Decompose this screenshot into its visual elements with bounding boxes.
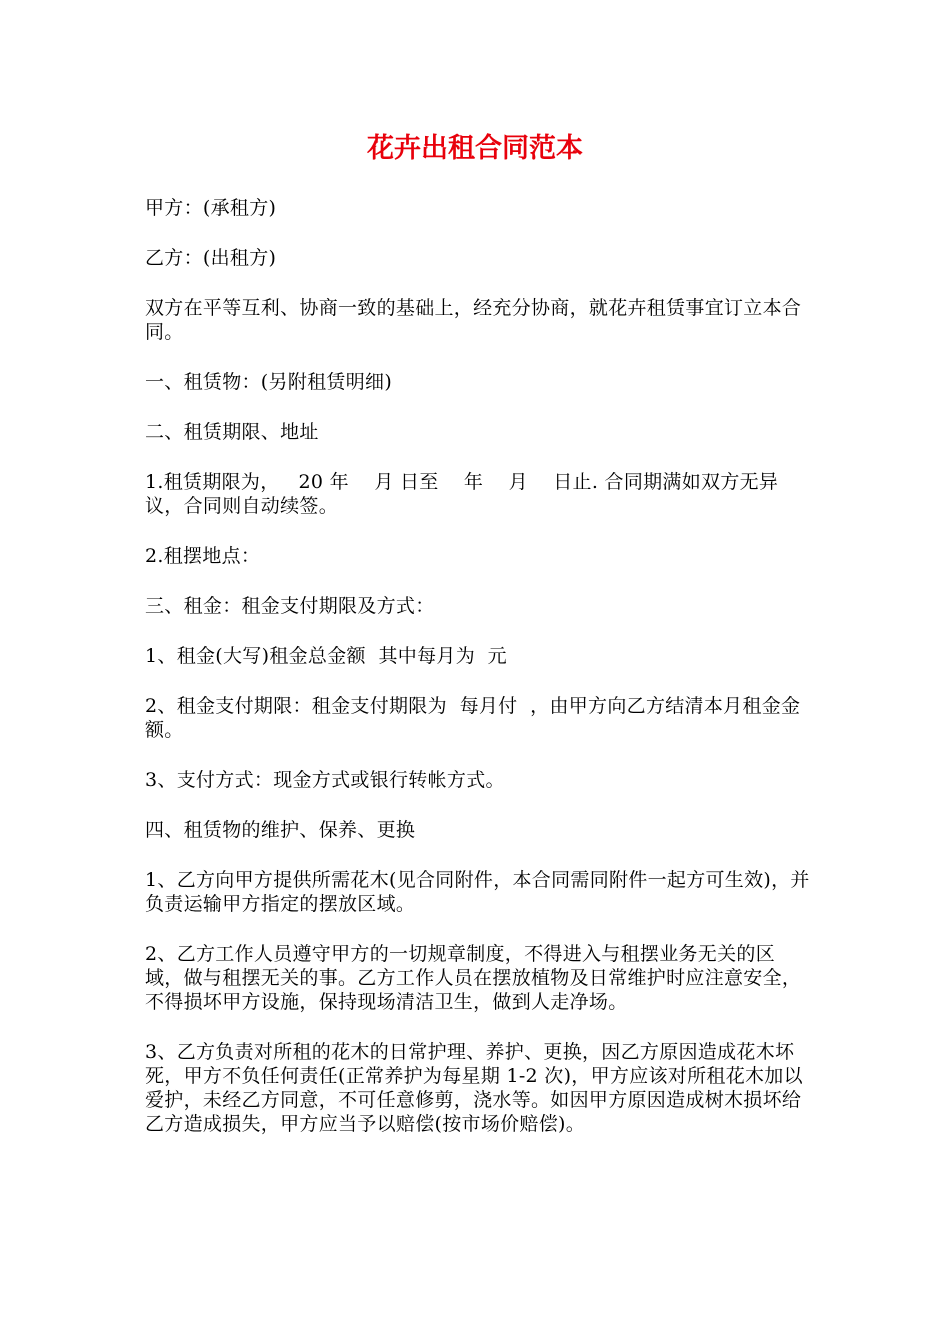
section-heading-4: 四、租赁物的维护、保养、更换 (145, 819, 416, 841)
section-heading-2: 二、租赁期限、地址 (145, 421, 319, 443)
clause-3-1: 1、租金(大写)租金总金额 其中每月为 元 (145, 645, 507, 667)
clause-3-3: 3、支付方式：现金方式或银行转帐方式。 (145, 769, 505, 791)
clause-3-2: 2、租金支付期限：租金支付期限为 每月付 ，由甲方向乙方结清本月租金金额。 (145, 695, 801, 741)
section-heading-3: 三、租金：租金支付期限及方式： (145, 595, 435, 617)
document-body (145, 196, 813, 1162)
clause-party-a: 甲方：(承租方) (145, 197, 277, 219)
clause-4-3: 3、乙方负责对所租的花木的日常护理、养护、更换，因乙方原因造成花木坏死，甲方不负任何责任(正常养护为每星期 1-2 次)，甲方应该对所租花木加以爱护，未经乙方同意，不可任意修剪，浇水等。如因甲方原因造成树木损坏给乙方造成损失，甲方应当予以赔偿(按市场价赔偿)。 (145, 1041, 803, 1135)
document-title: 花卉出租合同范本 (367, 133, 583, 164)
clause-preamble: 双方在平等互利、协商一致的基础上，经充分协商，就花卉租赁事宜订立本合同。 (145, 297, 802, 343)
clause-2-1: 1.租赁期限为， 20 年 月 日至 年 月 日止. 合同期满如双方无异议，合同则自动续签。 (145, 471, 779, 517)
clause-4-1: 1、乙方向甲方提供所需花木(见合同附件，本合同需同附件一起方可生效)，并负责运输甲方指定的摆放区域。 (145, 869, 810, 915)
section-heading-1: 一、租赁物：(另附租赁明细) (145, 371, 393, 393)
clause-4-2: 2、乙方工作人员遵守甲方的一切规章制度，不得进入与租摆业务无关的区域，做与租摆无关的事。乙方工作人员在摆放植物及日常维护时应注意安全，不得损坏甲方设施，保持现场清洁卫生，做到人走净场。 (145, 943, 802, 1013)
clause-2-2: 2.租摆地点： (145, 545, 261, 567)
clause-party-b: 乙方：(出租方) (145, 247, 277, 269)
